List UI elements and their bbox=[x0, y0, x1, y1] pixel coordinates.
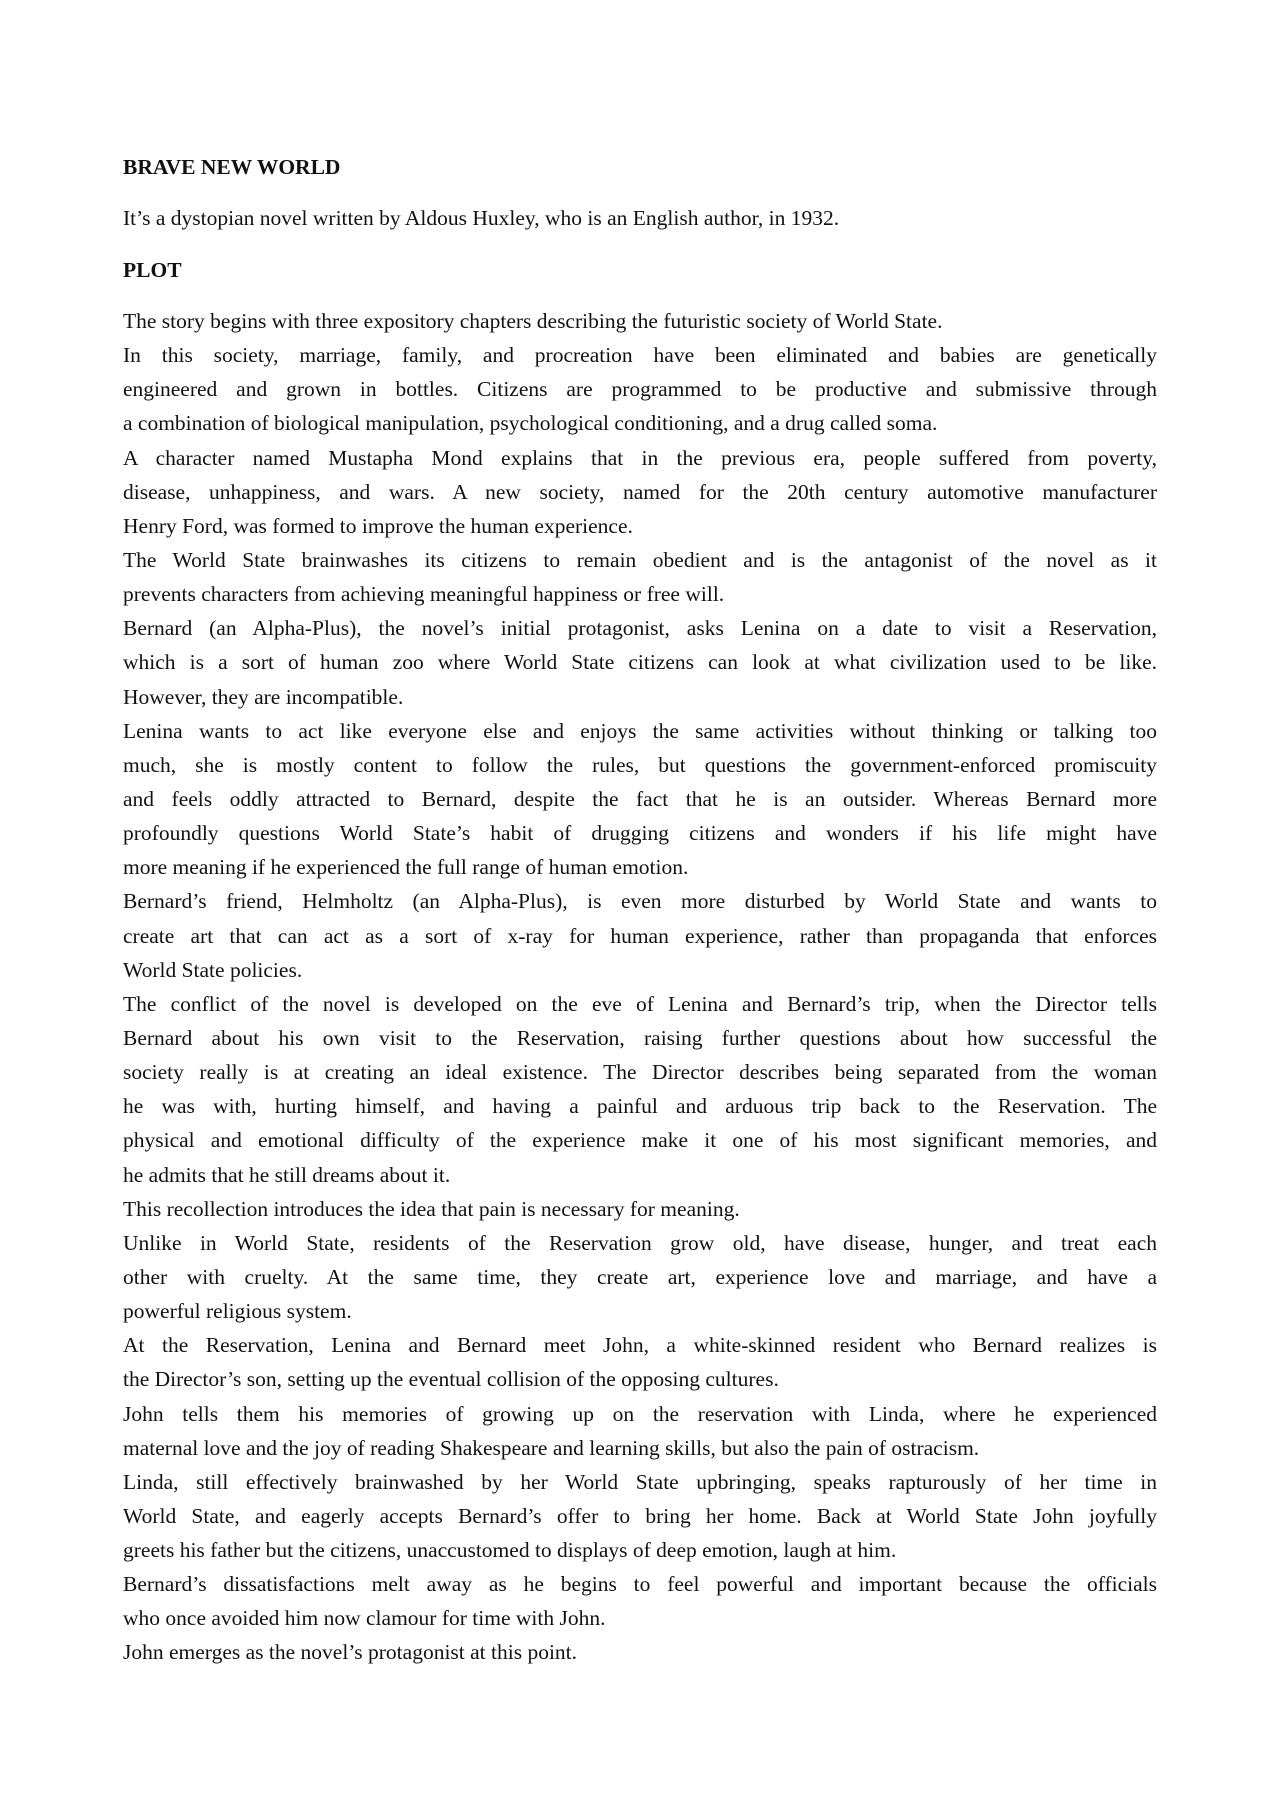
text-line: Henry Ford, was formed to improve the human experience. bbox=[123, 513, 633, 538]
paragraph bbox=[123, 1328, 1157, 1396]
paragraph bbox=[123, 1192, 1157, 1226]
text-line: In this society, marriage, family, and procreation have been eliminated and babies are genetically bbox=[123, 343, 1157, 368]
text-line: the Director’s son, setting up the eventual collision of the opposing cultures. bbox=[123, 1367, 779, 1392]
text-line: a combination of biological manipulation, psychological conditioning, and a drug called soma. bbox=[123, 411, 938, 436]
text-line: society really is at creating an ideal existence. The Director describes being separated from the woman bbox=[123, 1060, 1157, 1085]
document-title: BRAVE NEW WORLD bbox=[123, 155, 341, 179]
paragraph bbox=[123, 1567, 1157, 1635]
paragraph bbox=[123, 1226, 1157, 1328]
text-line: physical and emotional difficulty of the experience make it one of his most significant memories, and bbox=[123, 1128, 1157, 1153]
text-line: Bernard’s friend, Helmholtz (an Alpha-Plus), is even more disturbed by World State and wants to bbox=[123, 889, 1157, 914]
plot-body bbox=[123, 304, 1157, 1670]
paragraph bbox=[123, 338, 1157, 440]
text-line: This recollection introduces the idea that pain is necessary for meaning. bbox=[123, 1196, 740, 1221]
text-line: At the Reservation, Lenina and Bernard meet John, a white-skinned resident who Bernard realizes is bbox=[123, 1333, 1157, 1358]
text-line: and feels oddly attracted to Bernard, despite the fact that he is an outsider. Whereas Bernard more bbox=[123, 786, 1157, 811]
text-line: Linda, still effectively brainwashed by her World State upbringing, speaks rapturously of her time in bbox=[123, 1469, 1157, 1494]
text-line: maternal love and the joy of reading Shakespeare and learning skills, but also the pain of ostracism. bbox=[123, 1435, 980, 1460]
text-line: Lenina wants to act like everyone else and enjoys the same activities without thinking or talking too bbox=[123, 718, 1157, 743]
text-line: A character named Mustapha Mond explains that in the previous era, people suffered from poverty, bbox=[123, 445, 1157, 470]
text-line: he was with, hurting himself, and having a painful and arduous trip back to the Reservation. The bbox=[123, 1094, 1157, 1119]
paragraph bbox=[123, 714, 1157, 885]
text-line: Unlike in World State, residents of the Reservation grow old, have disease, hunger, and treat each bbox=[123, 1230, 1157, 1255]
paragraph bbox=[123, 1397, 1157, 1465]
paragraph bbox=[123, 884, 1157, 986]
text-line: The conflict of the novel is developed on the eve of Lenina and Bernard’s trip, when the Director tells bbox=[123, 991, 1157, 1016]
text-line: profoundly questions World State’s habit of drugging citizens and wonders if his life might have bbox=[123, 821, 1157, 846]
text-line: powerful religious system. bbox=[123, 1299, 352, 1324]
section-heading: PLOT bbox=[123, 258, 182, 282]
text-line: John tells them his memories of growing up on the reservation with Linda, where he experienced bbox=[123, 1401, 1157, 1426]
text-line: create art that can act as a sort of x-ray for human experience, rather than propaganda that enforces bbox=[123, 923, 1157, 948]
paragraph bbox=[123, 441, 1157, 543]
paragraph bbox=[123, 543, 1157, 611]
paragraph bbox=[123, 304, 1157, 338]
paragraph bbox=[123, 1635, 1157, 1669]
paragraph bbox=[123, 1465, 1157, 1567]
text-line: prevents characters from achieving meaningful happiness or free will. bbox=[123, 582, 725, 607]
text-line: other with cruelty. At the same time, they create art, experience love and marriage, and have a bbox=[123, 1264, 1157, 1289]
text-line: However, they are incompatible. bbox=[123, 684, 404, 709]
text-line: greets his father but the citizens, unaccustomed to displays of deep emotion, laugh at him. bbox=[123, 1538, 897, 1563]
text-line: World State policies. bbox=[123, 957, 303, 982]
text-line: much, she is mostly content to follow the rules, but questions the government-enforced promiscuity bbox=[123, 752, 1157, 777]
text-line: disease, unhappiness, and wars. A new society, named for the 20th century automotive manufacturer bbox=[123, 479, 1157, 504]
text-line: which is a sort of human zoo where World State citizens can look at what civilization used to be like. bbox=[123, 650, 1157, 675]
text-line: Bernard (an Alpha-Plus), the novel’s initial protagonist, asks Lenina on a date to visit a Reservation, bbox=[123, 616, 1157, 641]
text-line: John emerges as the novel’s protagonist at this point. bbox=[123, 1640, 578, 1665]
text-line: who once avoided him now clamour for time with John. bbox=[123, 1606, 606, 1631]
text-line: The story begins with three expository chapters describing the futuristic society of World State. bbox=[123, 309, 943, 333]
paragraph bbox=[123, 611, 1157, 713]
text-line: Bernard’s dissatisfactions melt away as he begins to feel powerful and important because the officials bbox=[123, 1572, 1157, 1597]
text-line: more meaning if he experienced the full range of human emotion. bbox=[123, 855, 689, 880]
intro-sentence: It’s a dystopian novel written by Aldous Huxley, who is an English author, in 1932. bbox=[123, 206, 840, 230]
text-line: The World State brainwashes its citizens to remain obedient and is the antagonist of the novel as it bbox=[123, 547, 1157, 572]
text-line: Bernard about his own visit to the Reservation, raising further questions about how successful the bbox=[123, 1025, 1157, 1050]
text-line: he admits that he still dreams about it. bbox=[123, 1162, 451, 1187]
text-line: World State, and eagerly accepts Bernard’s offer to bring her home. Back at World State John joyfully bbox=[123, 1503, 1157, 1528]
paragraph bbox=[123, 987, 1157, 1192]
text-line: engineered and grown in bottles. Citizens are programmed to be productive and submissive through bbox=[123, 377, 1157, 402]
